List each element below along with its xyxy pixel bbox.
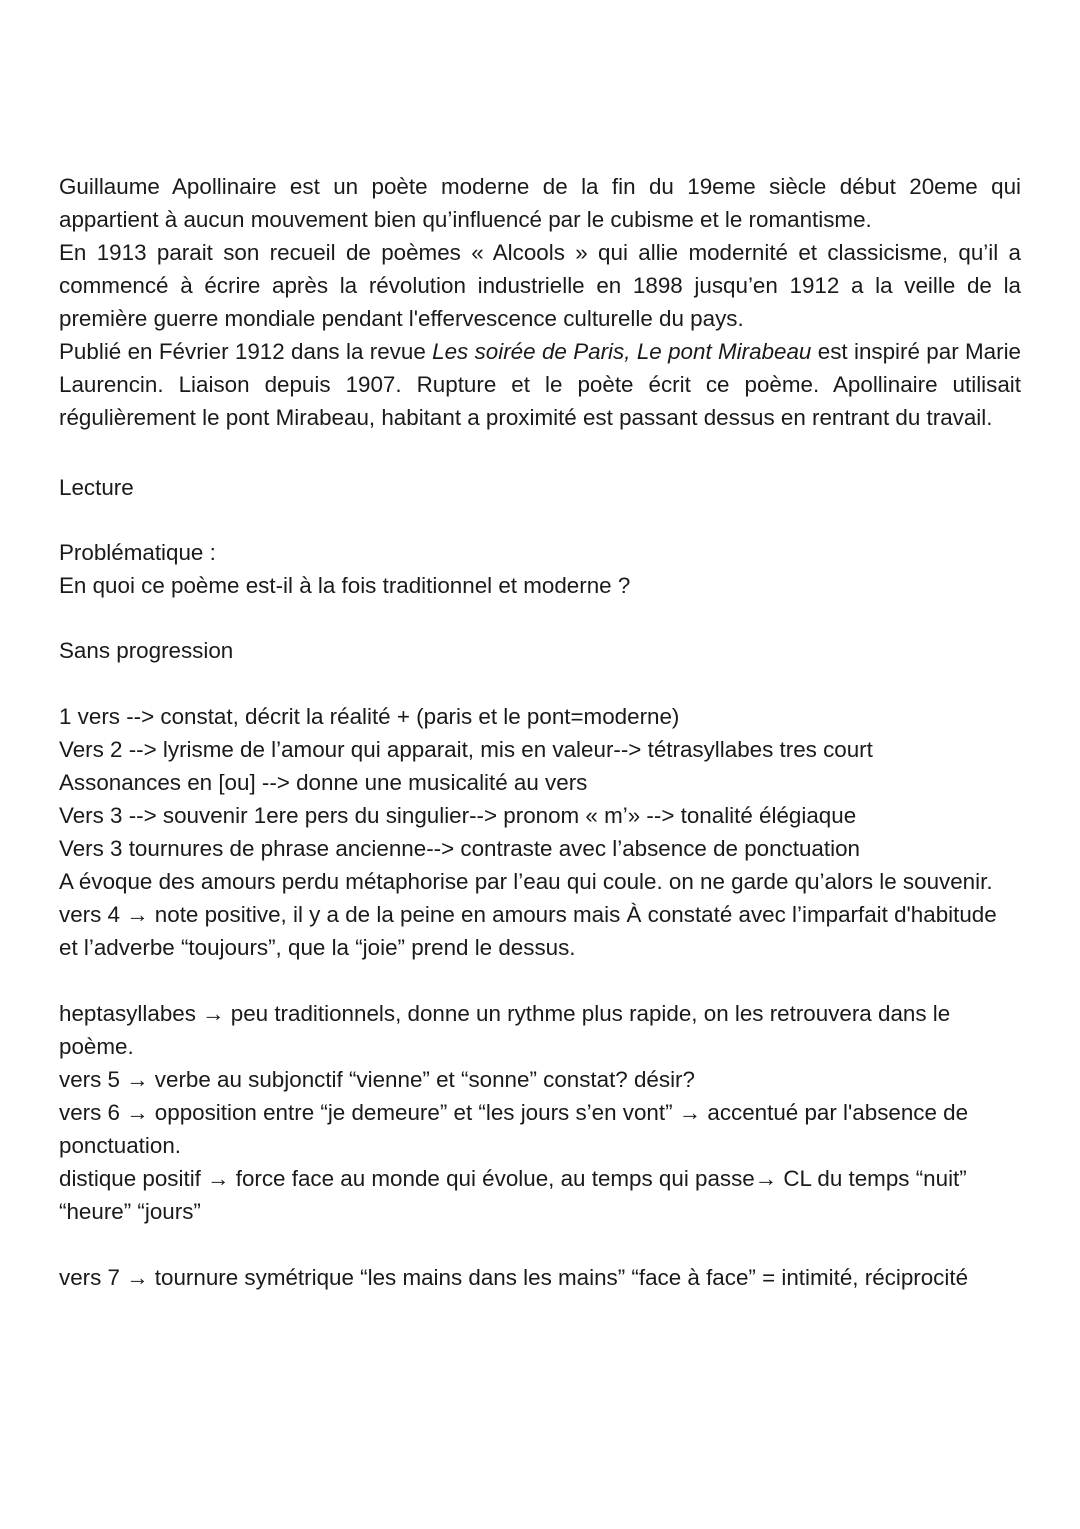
problematique-question: En quoi ce poème est-il à la fois traditionnel et moderne ? — [59, 573, 631, 598]
sans-progression-heading: Sans progression — [59, 638, 234, 663]
poem-title: Le pont Mirabeau — [636, 339, 812, 364]
intro-paragraph-2: En 1913 parait son recueil de poèmes « Alcools » qui allie modernité et classicisme, qu’il a commencé à écrire après la révolution industrielle en 1898 jusqu’en 1912 a la veille de la première guerre mondiale pendant l'effervescence culturelle du pays. — [59, 240, 1021, 331]
analysis-line: distique positif → force face au monde qui évolue, au temps qui passe→ CL du temps “nuit” “heure” “jours” — [59, 1166, 967, 1224]
analysis-line: Vers 2 --> lyrisme de l’amour qui apparait, mis en valeur--> tétrasyllabes tres court — [59, 737, 873, 762]
lecture-heading: Lecture — [59, 475, 134, 500]
intro-paragraph-3 — [59, 335, 1021, 434]
analysis-line: Vers 3 tournures de phrase ancienne--> contraste avec l’absence de ponctuation — [59, 836, 860, 861]
analysis-line: vers 4 → note positive, il y a de la peine en amours mais À constaté avec l’imparfait d'habitude et l’adverbe “toujours”, que la “joie” prend le dessus. — [59, 902, 997, 960]
analysis-block-1 — [59, 700, 1021, 964]
intro-paragraph-1: Guillaume Apollinaire est un poète moderne de la fin du 19eme siècle début 20eme qui appartient à aucun mouvement bien qu’influencé par le cubisme et le romantisme. — [59, 174, 1021, 232]
problematique-label: Problématique : — [59, 540, 216, 565]
analysis-line: Assonances en [ou] --> donne une musicalité au vers — [59, 770, 588, 795]
journal-separator: , — [624, 339, 637, 364]
intro-paragraph-3-end: est inspiré par Marie Laurencin. Liaison depuis 1907. Rupture et le poète écrit ce poème. Apollinaire utilisait régulièrement le pont Mirabeau, habitant a proximité est passant dessus en rentrant du travail. — [59, 339, 1022, 430]
analysis-line: Vers 3 --> souvenir 1ere pers du singulier--> pronom « m’» --> tonalité élégiaque — [59, 803, 857, 828]
analysis-line: 1 vers --> constat, décrit la réalité + (paris et le pont=moderne) — [59, 704, 680, 729]
analysis-block-2 — [59, 997, 1021, 1228]
journal-title: Les soirée de Paris — [432, 339, 625, 364]
analysis-line: vers 7 → tournure symétrique “les mains dans les mains” “face à face” = intimité, réciprocité — [59, 1265, 969, 1290]
intro-section — [59, 170, 1021, 434]
analysis-block-3 — [59, 1261, 1021, 1294]
intro-paragraph-3-start: Publié en Février 1912 dans la revue — [59, 339, 433, 364]
analysis-line: vers 6 → opposition entre “je demeure” et “les jours s’en vont” → accentué par l'absence de ponctuation. — [59, 1100, 969, 1158]
analysis-line: A évoque des amours perdu métaphorise par l’eau qui coule. on ne garde qu’alors le souvenir. — [59, 869, 993, 894]
analysis-line: heptasyllabes → peu traditionnels, donne un rythme plus rapide, on les retrouvera dans le poème. — [59, 1001, 951, 1059]
document-page — [59, 170, 1021, 1294]
analysis-line: vers 5 → verbe au subjonctif “vienne” et “sonne” constat? désir? — [59, 1067, 695, 1092]
